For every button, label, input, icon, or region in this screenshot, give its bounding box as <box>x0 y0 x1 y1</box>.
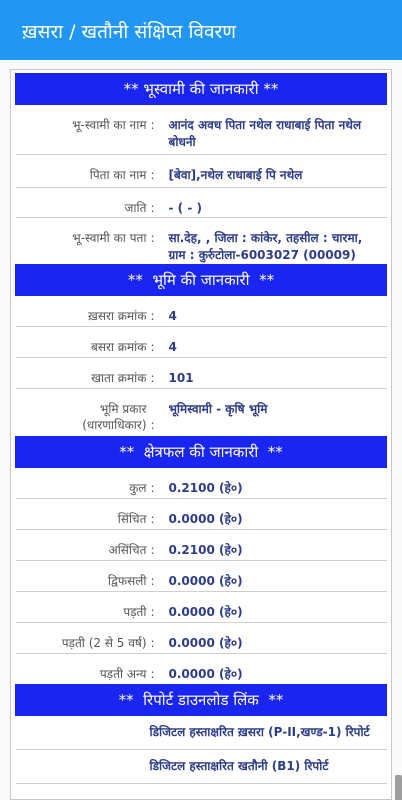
record-card <box>10 69 392 800</box>
father-name-row: पिता का नाम : [बेवा],नथेल राधाबाई पि नथेल <box>16 155 387 188</box>
land-type-row: भूमि प्रकार (धारणाधिकार) : भूमिस्वामी - कृषि भूमि <box>16 389 387 437</box>
owner-address-row: भू-स्वामी का पता : सा.देह, , जिला : कांकेर, तहसील : चारमा, ग्राम : कुर्रुटोला-6003027 (00009) <box>16 218 387 265</box>
father-name-value: [बेवा],नथेल राधाबाई पि नथेल <box>168 168 303 182</box>
owner-address-label: भू-स्वामी का पता <box>72 231 147 245</box>
scrollbar-thumb[interactable] <box>395 775 402 800</box>
caste-label: जाति <box>124 201 147 215</box>
fallow-area-row: पड़ती : 0.0000 (हे०) <box>16 592 387 623</box>
fallow-other-area-value: 0.0000 (हे०) <box>168 667 243 681</box>
details-table <box>15 73 387 784</box>
khata-number-label: खाता क्रमांक <box>91 371 147 385</box>
report-section-heading: ** रिपोर्ट डाउनलोड लिंक ** <box>16 685 387 716</box>
fallow-2to5-area-label: पड़ती (2 से 5 वर्ष) <box>61 636 147 650</box>
unirrigated-area-row: असिंचित : 0.2100 (हे०) <box>16 530 387 561</box>
total-area-value: 0.2100 (हे०) <box>168 481 243 495</box>
khata-number-row: खाता क्रमांक : 101 <box>16 358 387 389</box>
land-section-heading: ** भूमि की जानकारी ** <box>16 265 387 296</box>
owner-address-value: सा.देह, , जिला : कांकेर, तहसील : चारमा, ग्राम : कुर्रुटोला-6003027 (00009) <box>168 231 363 262</box>
basra-number-label: बसरा क्रमांक <box>90 340 147 354</box>
fallow-other-area-row: पड़ती अन्य : 0.0000 (हे०) <box>16 654 387 685</box>
fallow-2to5-area-row: पड़ती (2 से 5 वर्ष) : 0.0000 (हे०) <box>16 623 387 654</box>
caste-value: - ( - ) <box>168 201 202 215</box>
fallow-area-label: पड़ती <box>123 605 147 619</box>
land-type-value: भूमिस्वामी - कृषि भूमि <box>168 402 268 416</box>
total-area-row: कुल : 0.2100 (हे०) <box>16 468 387 499</box>
khata-number-value: 101 <box>168 371 194 385</box>
khatauni-report-link[interactable]: डिजिटल हस्ताक्षरित खतौनी (B1) रिपोर्ट <box>16 750 387 784</box>
basra-number-value: 4 <box>168 340 177 354</box>
khasra-report-link[interactable]: डिजिटल हस्ताक्षरित ख़सरा (P-II,खण्ड-1) रिपोर्ट <box>16 716 387 750</box>
unirrigated-area-value: 0.2100 (हे०) <box>168 543 243 557</box>
khasra-report-link-row <box>16 716 387 750</box>
owner-name-row: भू-स्वामी का नाम : आनंद अवध पिता नथेल राधाबाई पिता नथेल बोधनी <box>16 105 387 155</box>
khasra-number-value: 4 <box>168 309 177 323</box>
khatauni-report-link-row <box>16 750 387 784</box>
unirrigated-area-label: असिंचित <box>108 543 147 557</box>
fallow-2to5-area-value: 0.0000 (हे०) <box>168 636 243 650</box>
owner-section-heading: ** भूस्वामी की जानकारी ** <box>16 74 387 105</box>
caste-row: जाति : - ( - ) <box>16 188 387 218</box>
land-type-label: भूमि प्रकार (धारणाधिकार) <box>82 402 147 432</box>
khasra-number-label: ख़सरा क्रमांक <box>88 309 147 323</box>
fallow-other-area-label: पड़ती अन्य <box>99 667 147 681</box>
total-area-label: कुल <box>129 481 147 495</box>
basra-number-row: बसरा क्रमांक : 4 <box>16 327 387 358</box>
father-name-label: पिता का नाम <box>89 168 147 182</box>
owner-name-label: भू-स्वामी का नाम <box>72 118 147 132</box>
double-crop-area-label: द्विफसली <box>107 574 147 588</box>
area-section-heading: ** क्षेत्रफल की जानकारी ** <box>16 437 387 468</box>
double-crop-area-row: द्विफसली : 0.0000 (हे०) <box>16 561 387 592</box>
page-title: ख़सरा / खतौनी संक्षिप्त विवरण <box>22 21 237 43</box>
content-area <box>0 60 402 800</box>
double-crop-area-value: 0.0000 (हे०) <box>168 574 243 588</box>
irrigated-area-label: सिंचित <box>117 512 147 526</box>
irrigated-area-value: 0.0000 (हे०) <box>168 512 243 526</box>
irrigated-area-row: सिंचित : 0.0000 (हे०) <box>16 499 387 530</box>
owner-name-value: आनंद अवध पिता नथेल राधाबाई पिता नथेल बोधनी <box>168 118 362 149</box>
khasra-number-row: ख़सरा क्रमांक : 4 <box>16 296 387 327</box>
fallow-area-value: 0.0000 (हे०) <box>168 605 243 619</box>
app-bar <box>0 0 402 60</box>
